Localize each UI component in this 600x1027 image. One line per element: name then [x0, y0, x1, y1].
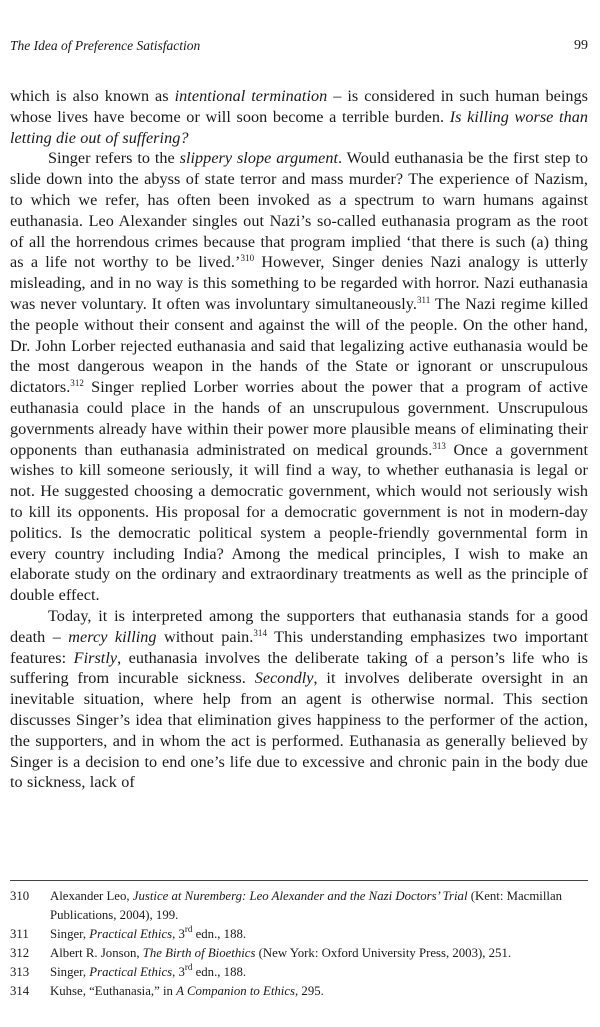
- footnote: [10, 982, 588, 1001]
- superscript: rd: [184, 924, 193, 934]
- text-span: Alexander Leo,: [50, 889, 133, 903]
- text-span: which is also known as: [10, 87, 175, 105]
- footnote-ref: 311: [416, 294, 431, 305]
- text-span: , 295.: [295, 984, 324, 998]
- page-number: 99: [574, 38, 588, 53]
- paragraph-1: [10, 86, 588, 148]
- footnote-number: 314: [10, 984, 30, 998]
- footnote: [10, 963, 588, 982]
- emphasis: Practical Ethics: [89, 927, 173, 941]
- footnote-ref: 313: [432, 440, 446, 451]
- text-span: Singer refers to the: [48, 149, 180, 168]
- text-span: Singer,: [50, 927, 90, 941]
- text-span: . Would euthanasia be the first step to slide down into the abyss of state terror and mass murder? The experience of Nazism, to which we refer, has often been invoked as a spectrum to warn humans against euthanasia. Leo Alexander singles out Nazi’s so-called euthanasia program as the root of all the horrendous crimes because that program implied ‘that there is such (a) thing as a life not worthy to be lived.’: [10, 149, 588, 272]
- footnote-ref: 314: [253, 627, 268, 638]
- footnote-divider: [10, 880, 588, 881]
- footnote-text: [50, 887, 588, 925]
- text-span: , 3: [172, 927, 185, 941]
- emphasis: Practical Ethics: [89, 965, 173, 979]
- paragraph-2: [10, 148, 588, 606]
- footnote-number: 312: [10, 946, 30, 960]
- emphasis: The Birth of Bioethics: [142, 946, 256, 960]
- text-span: (New York: Oxford University Press, 2003), 251.: [255, 946, 512, 960]
- emphasis: Secondly: [254, 669, 314, 688]
- footnotes: [10, 887, 588, 1001]
- footnote-ref: 312: [70, 378, 84, 389]
- emphasis: Justice at Nuremberg: Leo Alexander and the Nazi Doctors’ Trial: [132, 889, 468, 903]
- superscript: rd: [184, 962, 193, 972]
- footnote: [10, 887, 588, 925]
- text-span: However, Singer denies Nazi analogy is utterly misleading, and in no way is this something to be regarded with horror. Nazi euthanasia was never voluntary. It often was involuntary simultaneously.: [10, 253, 588, 313]
- page-header: [10, 38, 590, 58]
- emphasis: A Companion to Ethics: [176, 984, 296, 998]
- text-span: , euthanasia involves the deliberate taking of a person’s life who is suffering from incurable sickness.: [10, 648, 588, 688]
- emphasis: Is killing worse than letting die out of suffering?: [10, 107, 588, 147]
- text-span: This understanding emphasizes two important features:: [10, 627, 589, 667]
- footnote-text: [50, 944, 588, 963]
- footnote-number: 313: [10, 965, 30, 979]
- footnote-text: [50, 963, 588, 982]
- emphasis: mercy killing: [68, 627, 157, 646]
- text-span: Kuhse, “Euthanasia,” in: [50, 984, 177, 998]
- text-span: , it involves deliberate oversight in an inevitable situation, where help from an agent is otherwise normal. This section discusses Singer’s idea that elimination gives happiness to the performer of the action, the supporters, and in whom the act is performed. Euthanasia as generally believed by Singer is a decision to end one’s life due to excessive and chronic pain in the body due to sickness, lack of: [10, 669, 588, 792]
- text-span: Singer,: [50, 965, 90, 979]
- emphasis: intentional termination: [174, 87, 328, 105]
- text-span: , 3: [172, 965, 185, 979]
- body-text: [10, 86, 588, 793]
- emphasis: slippery slope argument: [179, 149, 339, 168]
- footnote-text: [50, 982, 588, 1001]
- text-span: Today, it is interpreted among the supporters that euthanasia stands for a good death –: [10, 606, 588, 646]
- text-span: Albert R. Jonson,: [50, 946, 143, 960]
- footnote-number: 310: [10, 889, 30, 903]
- footnote-number: 311: [10, 927, 29, 941]
- text-span: The Nazi regime killed the people without their consent and against the will of the people. On the other hand, Dr. John Lorber rejected euthanasia and said that legalizing active euthanasia would be the most dangerous weapon in the hands of the State or ignorant or unscrupulous dictators.: [10, 294, 588, 397]
- emphasis: Firstly: [73, 648, 118, 667]
- footnote: [10, 925, 588, 944]
- footnote-ref: 310: [240, 253, 255, 264]
- footnote: [10, 944, 588, 963]
- text-span: Once a government wishes to kill someone seriously, it will find a way, to whether euthanasia is legal or not. He suggested choosing a democratic government, which would not seriously wish to kill its opponents. His proposal for a democratic government is not in modern-day politics. Is the democratic political system a people-friendly governmental form in every country including India? Among the medical principles, I wish to make an elaborate study on the ordinary and extraordinary treatments as well as the principle of double effect.: [10, 440, 588, 605]
- text-span: Singer replied Lorber worries about the power that a program of active euthanasia could place in the hands of an unscrupulous government. Unscrupulous governments already have within their power more plausible means of eliminating their opponents than euthanasia administrated on medical grounds.: [10, 378, 588, 459]
- text-span: edn., 188.: [192, 927, 247, 941]
- text-span: edn., 188.: [192, 965, 247, 979]
- paragraph-3: [10, 606, 588, 793]
- text-span: (Kent: Macmillan Publications, 2004), 199.: [50, 889, 563, 922]
- footnote-text: [50, 925, 588, 944]
- running-title: The Idea of Preference Satisfaction: [10, 38, 201, 53]
- text-span: – is considered in such human beings whose lives have become or will soon become a terrible burden.: [10, 87, 589, 126]
- text-span: without pain.: [156, 627, 254, 646]
